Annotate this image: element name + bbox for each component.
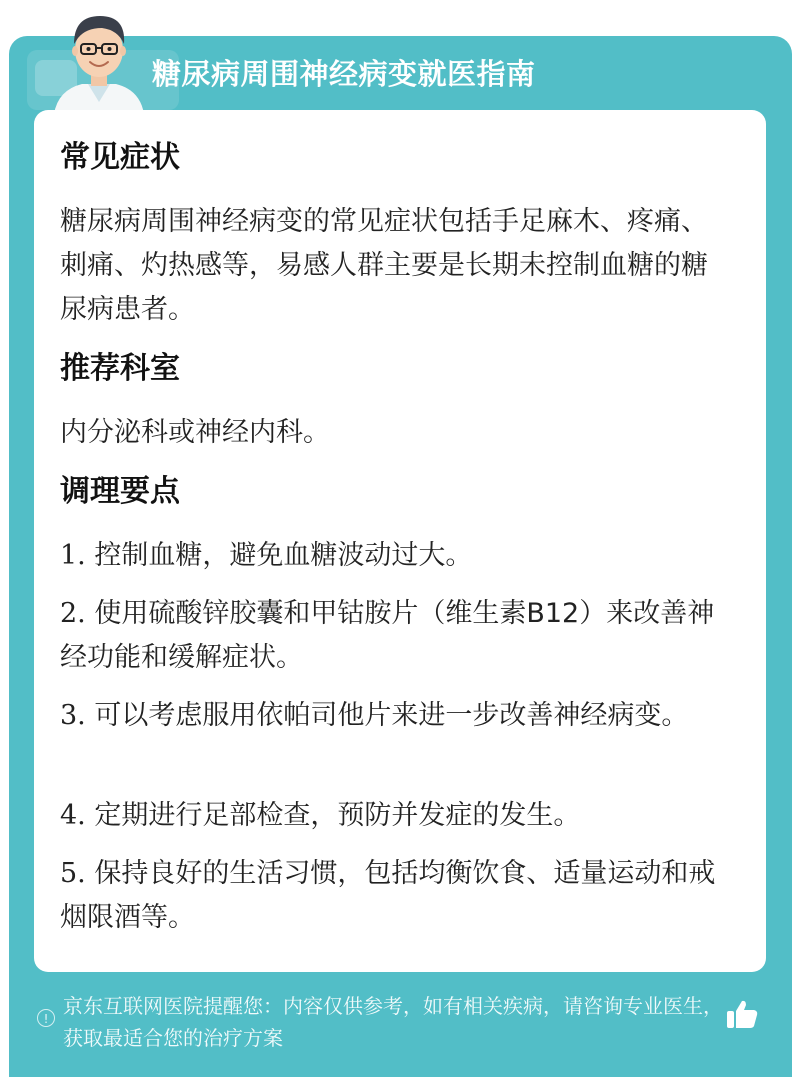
info-icon: ! <box>37 1009 55 1027</box>
footer <box>0 990 800 1077</box>
doctor-avatar <box>44 4 154 114</box>
section-heading-symptoms: 常见症状 <box>60 140 180 175</box>
thumbs-up-icon[interactable] <box>724 996 760 1032</box>
disclaimer-text: 京东互联网医院提醒您：内容仅供参考，如有相关疾病，请咨询专业医生，获取最适合您的治疗方案 <box>63 994 723 1050</box>
list-item: 3. 可以考虑服用依帕司他片来进一步改善神经病变。 <box>60 700 689 731</box>
symptoms-text: 糖尿病周围神经病变的常见症状包括手足麻木、疼痛、刺痛、灼热感等，易感人群主要是长期未控制血糖的糖尿病患者。 <box>60 206 708 325</box>
section-heading-department: 推荐科室 <box>60 351 180 386</box>
list-item: 2. 使用硫酸锌胶囊和甲钴胺片（维生素B12）来改善神经功能和缓解症状。 <box>60 598 715 673</box>
list-item: 4. 定期进行足部检查，预防并发症的发生。 <box>60 800 581 831</box>
department-text: 内分泌科或神经内科。 <box>60 417 330 448</box>
list-item: 1. 控制血糖，避免血糖波动过大。 <box>60 540 473 571</box>
page-title: 糖尿病周围神经病变就医指南 <box>152 57 536 91</box>
section-heading-care: 调理要点 <box>60 474 180 509</box>
content-card <box>34 110 766 972</box>
list-item: 5. 保持良好的生活习惯，包括均衡饮食、适量运动和戒烟限酒等。 <box>60 858 716 933</box>
